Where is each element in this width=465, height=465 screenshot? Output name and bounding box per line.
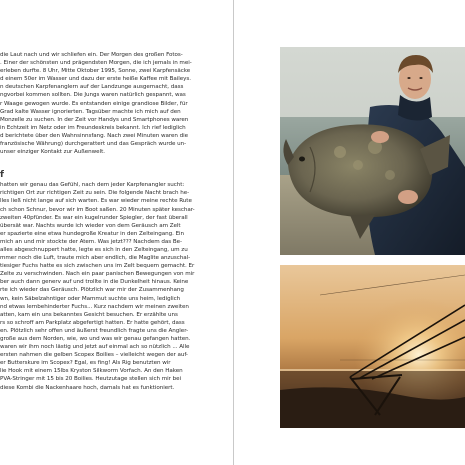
fox-line: alles abgeschnuppert hatte, legte es sich in den Zelteingang, um zu: [0, 246, 188, 253]
morning-line: erleben durfte. 8 Uhr, Mitte Oktober 1995, Sonne, zwei Karpfensäcke: [0, 68, 191, 75]
fox-line: waren wir ihm noch lästig und jetzt auf einmal ach so nützlich ... Alle: [0, 344, 190, 351]
right-page: [234, 0, 465, 465]
fox-line: nd etwas lernbehinderter Fuchs... Kurz nachdem wir meinen zweiten: [0, 303, 189, 310]
morning-line: d berichtete über den Wahnsinnsfang. Nach zwei Minuten waren die: [0, 132, 189, 139]
fox-line: tiesiger Fuchs hatte es sich zwischen uns im Zelt bequem gemacht. Er: [0, 263, 195, 270]
morning-line: r Waage gewogen wurde. Es entstanden einige grandiose Bilder, für: [0, 100, 188, 107]
fox-line: übersät war. Nachts wurde ich wieder von dem Geräusch am Zelt: [0, 222, 181, 229]
paragraph-fox: [0, 181, 228, 391]
morning-line: Grad kalte Wasser ignorierten. Tagsüber machte ich mich auf den: [0, 108, 181, 115]
paragraph-morning: [0, 51, 228, 156]
fox-line: ersten nahmen die gelben Scopex Boilies – vielleicht wegen der auf-: [0, 352, 188, 359]
fox-line: lie Hook mit einem 15lbs Kryston Silkworm Vorfach. An den Haken: [0, 368, 183, 375]
carp-photo: [280, 47, 465, 255]
fox-line: en. Plötzlich sehr offen und äußerst freundlich fragte uns die Angler-: [0, 327, 189, 334]
fox-line: richtigen Ort zur richtigen Zeit zu sein. Die folgende Nacht brach he-: [0, 190, 190, 197]
morning-line: n deutschen Karpfenanglern auf der Landzunge ausgemacht, dass: [0, 84, 184, 91]
carp-photo-image: [280, 47, 465, 255]
morning-line: die Laut nach und wir schliefen ein. Der Morgen des großen Fotos-: [0, 52, 183, 58]
fox-line: Zelte zu verschwinden. Nach ein paar panischen Bewegungen von mir: [0, 271, 195, 278]
fox-line: er spazierte eine etwa hundegroße Kreatur in den Zelteingang. Ein: [0, 230, 185, 237]
fox-line: rs so schroff am Parkplatz abgefertigt hatten. Er hatte gehört, dass: [0, 319, 185, 326]
fox-line: hatten wir genau das Gefühl, nach dem jeder Karpfenangler sucht:: [0, 182, 185, 189]
fox-line: ber auch dann generv auf und trollte in die Dunkelheit hinaus. Keine: [0, 279, 189, 286]
morning-line: französische Währung) durchgerattert und das Gespräch wurde un-: [0, 141, 187, 148]
fox-line: PVA-Stringer mit 15 bis 20 Boilies. Heutzutage stellen sich mir bei: [0, 376, 182, 383]
section-heading: f: [0, 170, 4, 181]
morning-line: . Einer der schönsten und prägendsten Morgen, die ich jemals in mei-: [0, 60, 192, 67]
sunset-rods-image: [280, 265, 465, 428]
morning-line: Monzelle zu suchen. In der Zeit vor Handys und Smartphones waren: [0, 116, 189, 123]
fox-line: diese Kombi die Nackenhaare hoch, damals hat es funktioniert.: [0, 384, 175, 391]
sunset-rods-photo: [280, 265, 465, 428]
article-text: [0, 51, 228, 392]
fox-line: wn, kein Säbelzahntiger oder Mammut suchte uns heim, lediglich: [0, 295, 181, 302]
fox-line: lles ließ nicht lange auf sich warten. Es war wieder meine rechte Rute: [0, 198, 192, 205]
fox-line: große aus dem Norden, wie, wo und was wir genau gefangen hatten.: [0, 336, 191, 342]
morning-line: ngvorbei kommen sollten. Die Jungs waren natürlich gespannt, was: [0, 92, 186, 99]
fox-line: zweiten 40pfünder. Es war ein kugelrunder Spiegler, der fast überall: [0, 214, 188, 221]
morning-line: unser einziger Kontakt zur Außenwelt.: [0, 149, 105, 156]
paragraph-spacer: [0, 156, 228, 169]
fox-line: atten, kam ein uns bekanntes Gesicht besuchen. Er erzählte uns: [0, 311, 178, 318]
fox-line: er Butterskure im Scopex? Egal, es fing! Als Rig benutzten wir: [0, 360, 171, 367]
morning-line: d einem 50er im Wasser und dazu der erste heiße Kaffee mit Baileys.: [0, 76, 192, 83]
fox-line: rte ich wieder das Geräusch. Plötzlich war mir der Zusammenhang: [0, 287, 184, 294]
fox-line: mich an und mir stockte der Atem. Was jetzt??? Nachdem das Be-: [0, 238, 182, 245]
fox-line: ch schon Schnur, bevor wir im Boot saßen. 20 Minuten später keschar-: [0, 206, 195, 213]
fox-line: mmer noch die Luft, traute mich aber endlich, die Maglite anzuschal-: [0, 255, 191, 262]
morning-line: in Echtzeit im Netz oder im Freundeskreis bekannt. Ich rief lediglich: [0, 124, 186, 131]
